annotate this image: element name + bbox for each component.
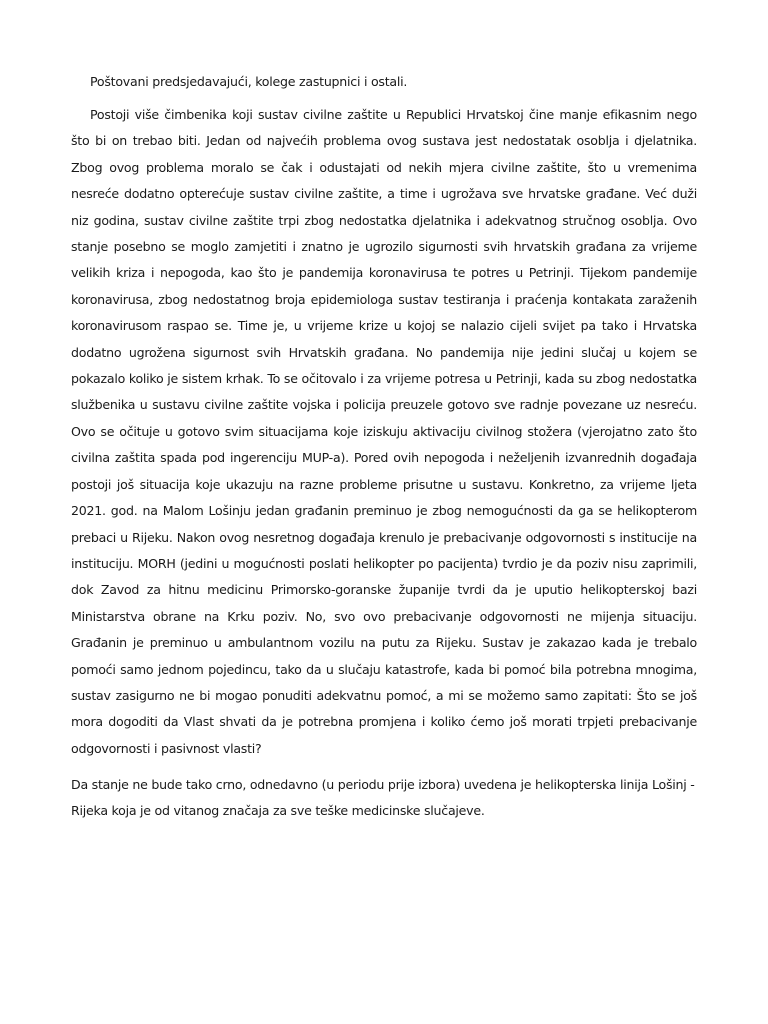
- body-paragraph-main: Postoji više čimbenika koji sustav civilne zaštite u Republici Hrvatskoj čine manje efikasnim nego što bi on trebao biti. Jedan od najvećih problema ovog sustava jest nedostatak osoblja i djelatnika. Zbog ovog problema moralo se čak i odustajati od nekih mjera civilne zaštite, što u vremenima nesreće dodatno opterećuje sustav civilne zaštite, a time i ugrožava sve hrvatske građane. Već duži niz godina, sustav civilne zaštite trpi zbog nedostatka djelatnika i adekvatnog stručnog osoblja. Ovo stanje posebno se moglo zamjetiti i znatno je ugrozilo sigurnosti svih hrvatskih građana za vrijeme velikih kriza i nepogoda, kao što je pandemija koronavirusa te potres u Petrinji. Tijekom pandemije koronavirusa, zbog nedostatnog broja epidemiologa sustav testiranja i praćenja kontakata zaraženih koronavirusom raspao se. Time je, u vrijeme krize u kojoj se nalazio cijeli svijet pa tako i Hrvatska dodatno ugrožena sigurnost svih Hrvatskih građana. No pandemija nije jedini slučaj u kojem se pokazalo koliko je sistem krhak. To se očitovalo i za vrijeme potresa u Petrinji, kada su zbog nedostatka službenika u sustavu civilne zaštite vojska i policija preuzele gotovo sve radnje povezane uz nesreću. Ovo se očituje u gotovo svim situacijama koje iziskuju aktivaciju civilnog stožera (vjerojatno zato što civilna zaštita spada pod ingerenciju MUP-a). Pored ovih nepogoda i neželjenih izvanrednih događaja postoji još situacija koje ukazuju na razne probleme prisutne u sustavu. Konkretno, za vrijeme ljeta 2021. god. na Malom Lošinju jedan građanin preminuo je zbog nemogućnosti da ga se helikopterom prebaci u Rijeku. Nakon ovog nesretnog događaja krenulo je prebacivanje odgovornosti s institucije na instituciju. MORH (jedini u mogućnosti poslati helikopter po pacijenta) tvrdio je da poziv nisu zaprimili, dok Zavod za hitnu medicinu Primorsko-goranske županije tvrdi da je uputio helikopterskoj bazi Ministarstva obrane na Krku poziv. No, svo ovo prebacivanje odgovornosti ne mijenja situaciju. Građanin je preminuo u ambulantnom vozilu na putu za Rijeku. Sustav je zakazao kada je trebalo pomoći samo jednom pojedincu, tako da u slučaju katastrofe, kada bi pomoć bila potrebna mnogima, sustav zasigurno ne bi mogao ponuditi adekvatnu pomoć, a mi se možemo samo zapitati: Što se još mora dogoditi da Vlast shvati da je potrebna promjena i koliko ćemo još morati trpjeti prebacivanje odgovornosti i pasivnost vlasti?: [71, 107, 697, 756]
- greeting-line: Poštovani predsjedavajući, kolege zastupnici i ostali.: [90, 74, 408, 89]
- body-paragraph-closing: Da stanje ne bude tako crno, odnedavno (u periodu prije izbora) uvedena je helikopterska linija Lošinj - Rijeka koja je od vitanog značaja za sve teške medicinske slučajeve.: [71, 777, 695, 819]
